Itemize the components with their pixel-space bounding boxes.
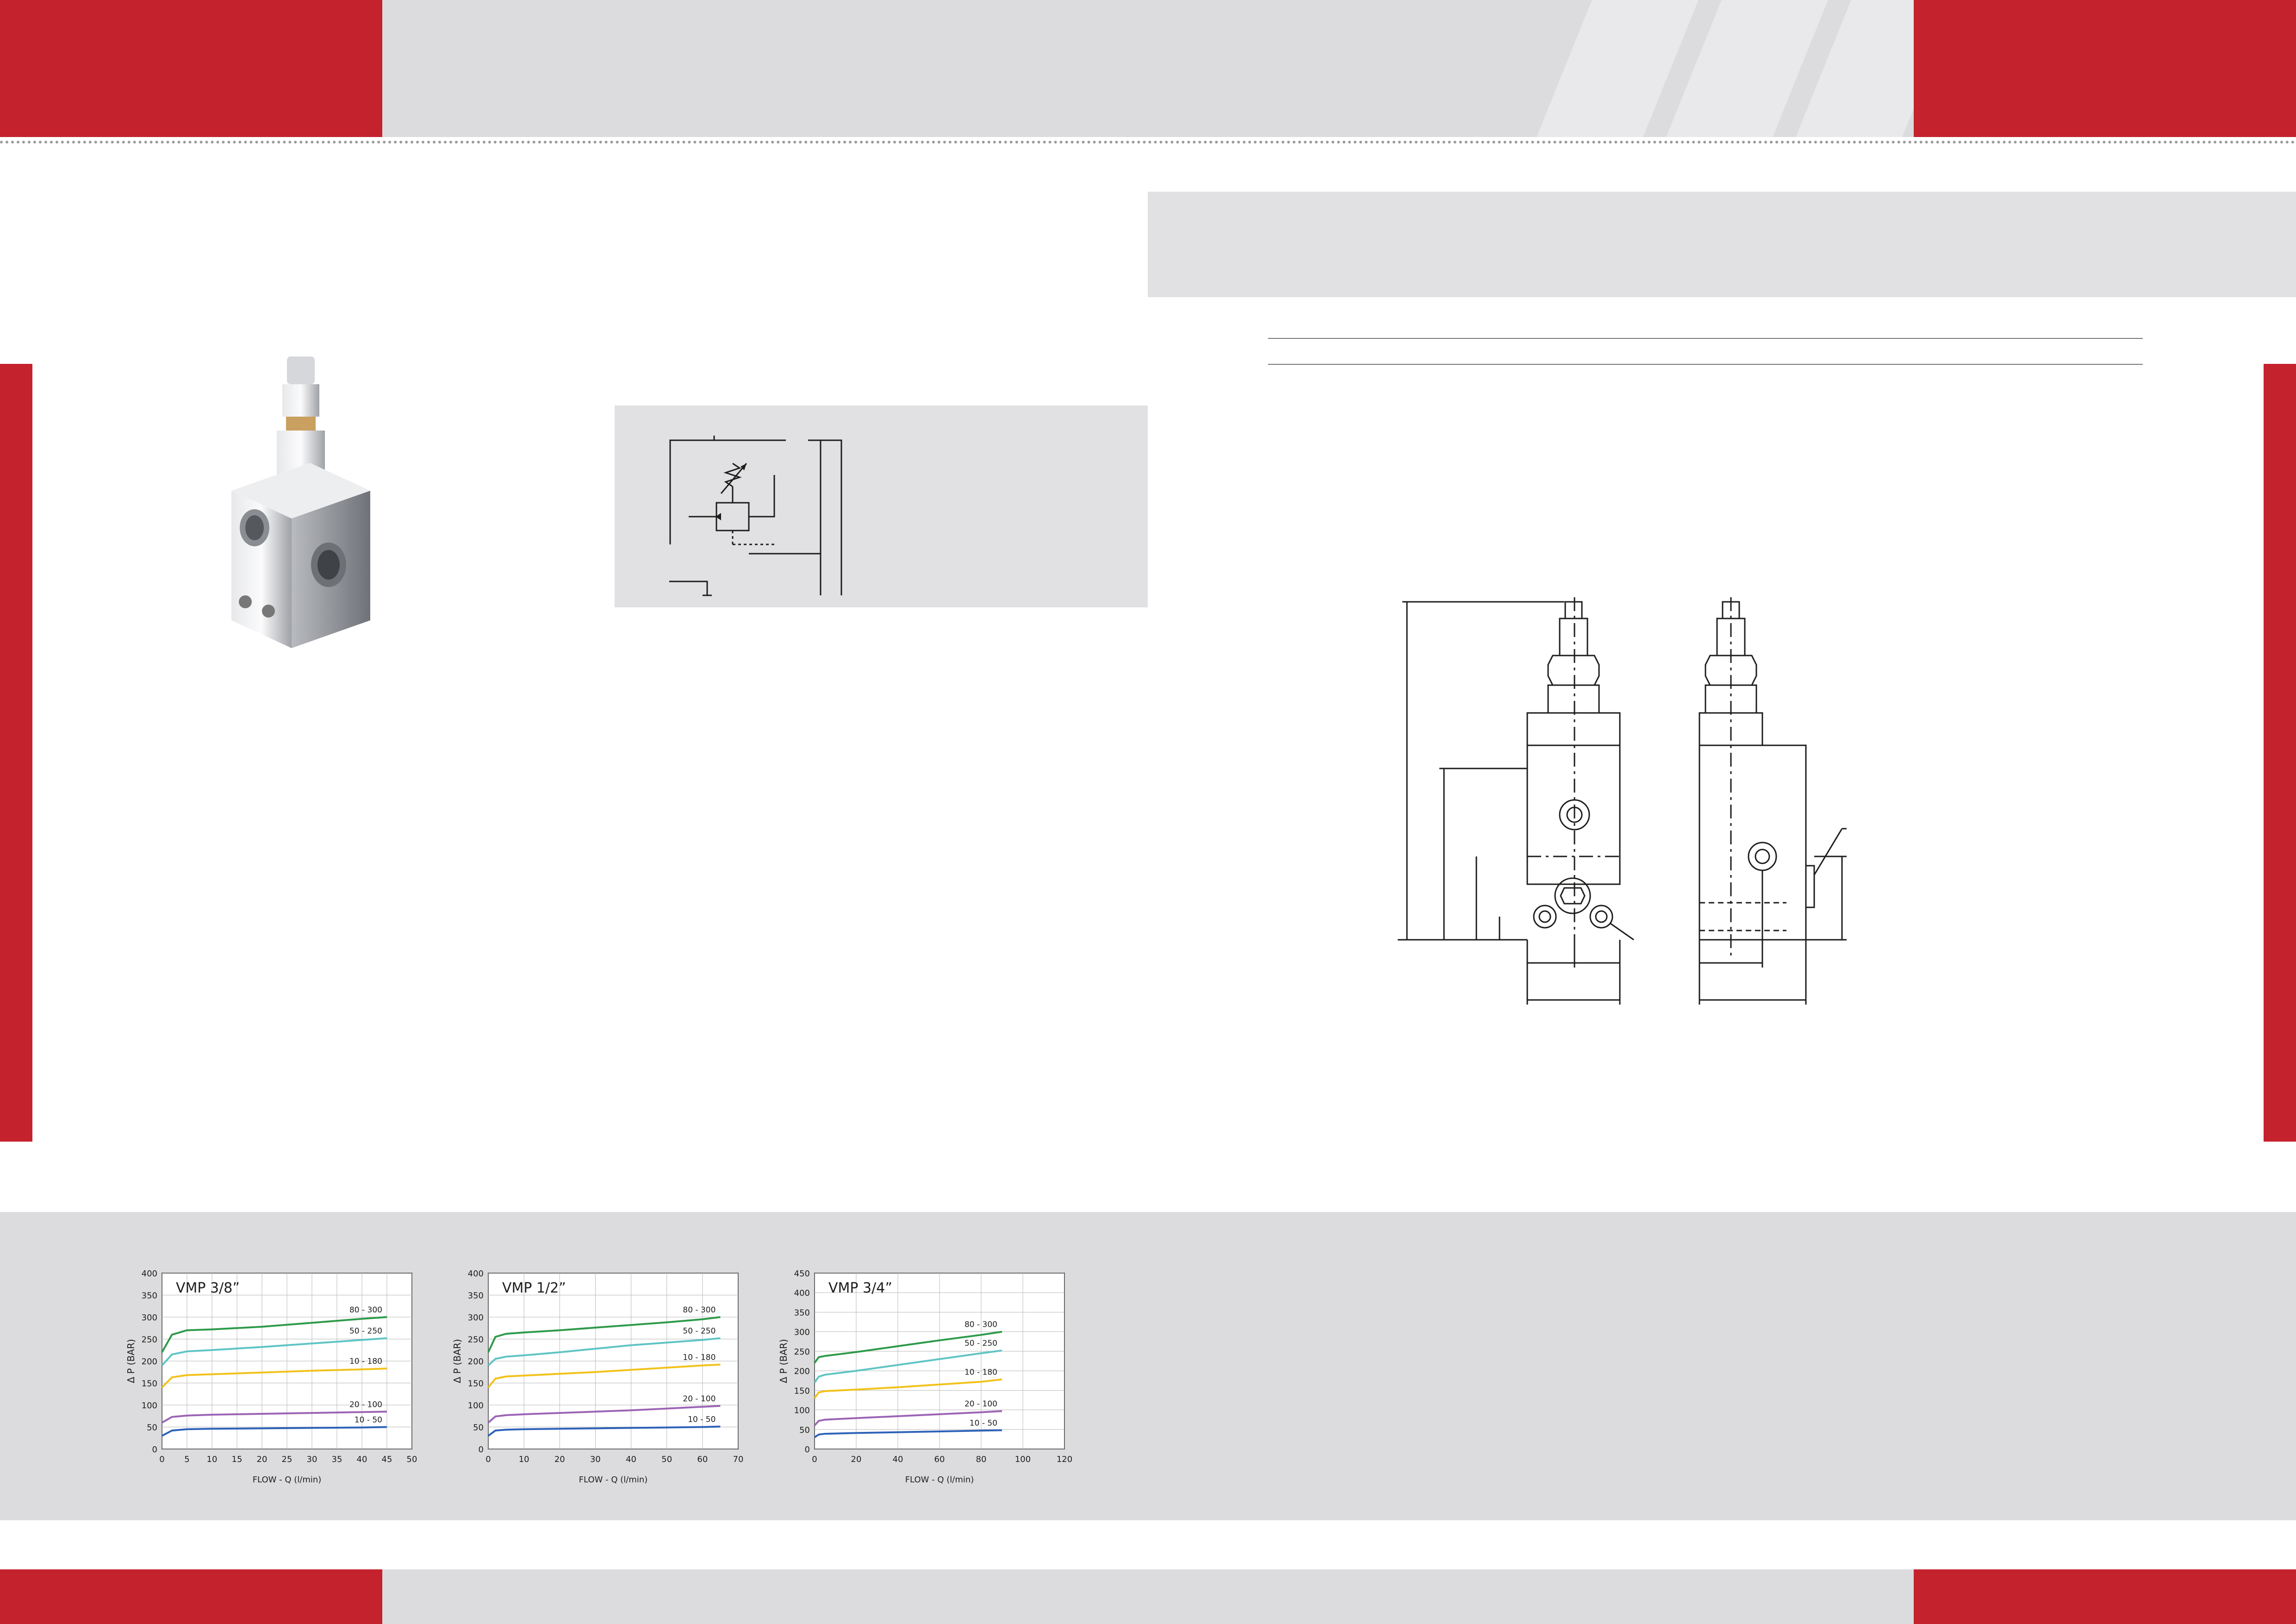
y-tick-label: 200	[141, 1357, 157, 1367]
x-tick-label: 0	[159, 1455, 165, 1464]
series-label: 20 - 100	[683, 1394, 716, 1404]
right-header-block	[1914, 0, 2296, 137]
it-text-column	[143, 714, 522, 755]
table-row	[1268, 339, 2143, 365]
x-tick-label: 40	[356, 1455, 367, 1464]
y-tick-label: 150	[794, 1386, 810, 1396]
x-tick-label: 15	[231, 1455, 243, 1464]
y-axis-label: Δ P (BAR)	[452, 1339, 463, 1383]
pressure-flow-chart-vmp-3-8	[111, 1255, 435, 1495]
y-tick-label: 200	[467, 1357, 484, 1367]
series-label: 50 - 250	[349, 1326, 382, 1336]
left-footer-block	[0, 1569, 382, 1624]
x-tick-label: 10	[206, 1455, 218, 1464]
y-tick-label: 450	[794, 1269, 810, 1279]
right-edge-bar	[2264, 364, 2296, 1142]
x-axis-label: FLOW - Q (l/min)	[579, 1475, 648, 1485]
dimension-drawing	[1370, 597, 2092, 1014]
y-tick-label: 250	[141, 1335, 157, 1345]
pressure-flow-chart-vmp-1-2	[437, 1255, 761, 1495]
x-tick-label: 80	[976, 1455, 987, 1464]
series-label: 10 - 50	[969, 1418, 997, 1428]
series-label: 80 - 300	[683, 1305, 716, 1315]
series-label: 10 - 180	[964, 1368, 997, 1377]
x-tick-label: 25	[281, 1455, 292, 1464]
y-tick-label: 300	[467, 1313, 484, 1323]
y-tick-label: 100	[794, 1405, 810, 1416]
left-edge-bar	[0, 364, 32, 1142]
pressure-flow-chart-vmp-3-4	[764, 1255, 1088, 1495]
y-tick-label: 350	[794, 1308, 810, 1318]
series-label: 50 - 250	[683, 1326, 716, 1336]
series-label: 10 - 50	[688, 1415, 716, 1424]
x-tick-label: 10	[518, 1455, 529, 1464]
y-tick-label: 0	[152, 1445, 157, 1455]
x-tick-label: 120	[1056, 1455, 1073, 1464]
y-tick-label: 250	[467, 1335, 484, 1345]
y-tick-label: 200	[794, 1367, 810, 1377]
y-axis-label: Δ P (BAR)	[125, 1339, 137, 1383]
series-label: 20 - 100	[964, 1399, 997, 1409]
right-footer-block	[1914, 1569, 2296, 1624]
y-tick-label: 400	[467, 1269, 484, 1279]
chart-title: VMP 3/8”	[176, 1280, 240, 1296]
left-header-block	[0, 0, 382, 137]
header-dotted-rule	[0, 141, 2296, 144]
y-tick-label: 50	[799, 1425, 810, 1435]
y-tick-label: 100	[141, 1401, 157, 1411]
y-tick-label: 400	[141, 1269, 157, 1279]
en-text-column	[617, 714, 997, 755]
y-tick-label: 0	[804, 1445, 810, 1455]
y-tick-label: 350	[141, 1291, 157, 1301]
top-table-header-band	[1148, 192, 2296, 297]
x-tick-label: 45	[381, 1455, 392, 1464]
y-tick-label: 300	[794, 1327, 810, 1337]
x-axis-label: FLOW - Q (l/min)	[905, 1475, 974, 1485]
y-tick-label: 300	[141, 1313, 157, 1323]
x-tick-label: 30	[306, 1455, 317, 1464]
series-label: 80 - 300	[349, 1305, 382, 1315]
y-tick-label: 150	[141, 1379, 157, 1389]
x-tick-label: 60	[697, 1455, 708, 1464]
x-tick-label: 20	[554, 1455, 565, 1464]
y-tick-label: 150	[467, 1379, 484, 1389]
x-tick-label: 20	[851, 1455, 862, 1464]
schema-panel	[615, 406, 1148, 607]
x-tick-label: 70	[733, 1455, 744, 1464]
y-tick-label: 50	[473, 1423, 484, 1433]
y-tick-label: 400	[794, 1288, 810, 1299]
table-row	[1268, 313, 2143, 339]
hydraulic-symbol	[615, 406, 1148, 607]
series-label: 20 - 100	[349, 1400, 382, 1410]
table-row	[1268, 365, 2143, 391]
x-axis-label: FLOW - Q (l/min)	[252, 1475, 322, 1485]
series-label: 10 - 180	[349, 1357, 382, 1367]
x-tick-label: 50	[406, 1455, 417, 1464]
x-tick-label: 35	[331, 1455, 342, 1464]
series-label: 10 - 50	[354, 1415, 382, 1425]
chart-title: VMP 1/2”	[502, 1280, 566, 1296]
series-label: 10 - 180	[683, 1353, 716, 1362]
series-label: 80 - 300	[964, 1320, 997, 1330]
chart-title: VMP 3/4”	[828, 1280, 892, 1296]
y-tick-label: 100	[467, 1401, 484, 1411]
y-axis-label: Δ P (BAR)	[778, 1339, 789, 1383]
x-tick-label: 30	[590, 1455, 601, 1464]
x-tick-label: 40	[892, 1455, 903, 1464]
x-tick-label: 0	[485, 1455, 491, 1464]
x-tick-label: 100	[1014, 1455, 1031, 1464]
x-tick-label: 40	[626, 1455, 637, 1464]
series-label: 50 - 250	[964, 1339, 997, 1349]
x-tick-label: 50	[661, 1455, 672, 1464]
x-tick-label: 20	[256, 1455, 268, 1464]
dimension-table	[1254, 1157, 2152, 1305]
y-tick-label: 0	[478, 1445, 484, 1455]
y-tick-label: 250	[794, 1347, 810, 1357]
y-tick-label: 50	[147, 1423, 157, 1433]
y-tick-label: 350	[467, 1291, 484, 1301]
x-tick-label: 5	[184, 1455, 190, 1464]
x-tick-label: 60	[934, 1455, 945, 1464]
valve-photo	[218, 352, 375, 667]
x-tick-label: 0	[812, 1455, 817, 1464]
